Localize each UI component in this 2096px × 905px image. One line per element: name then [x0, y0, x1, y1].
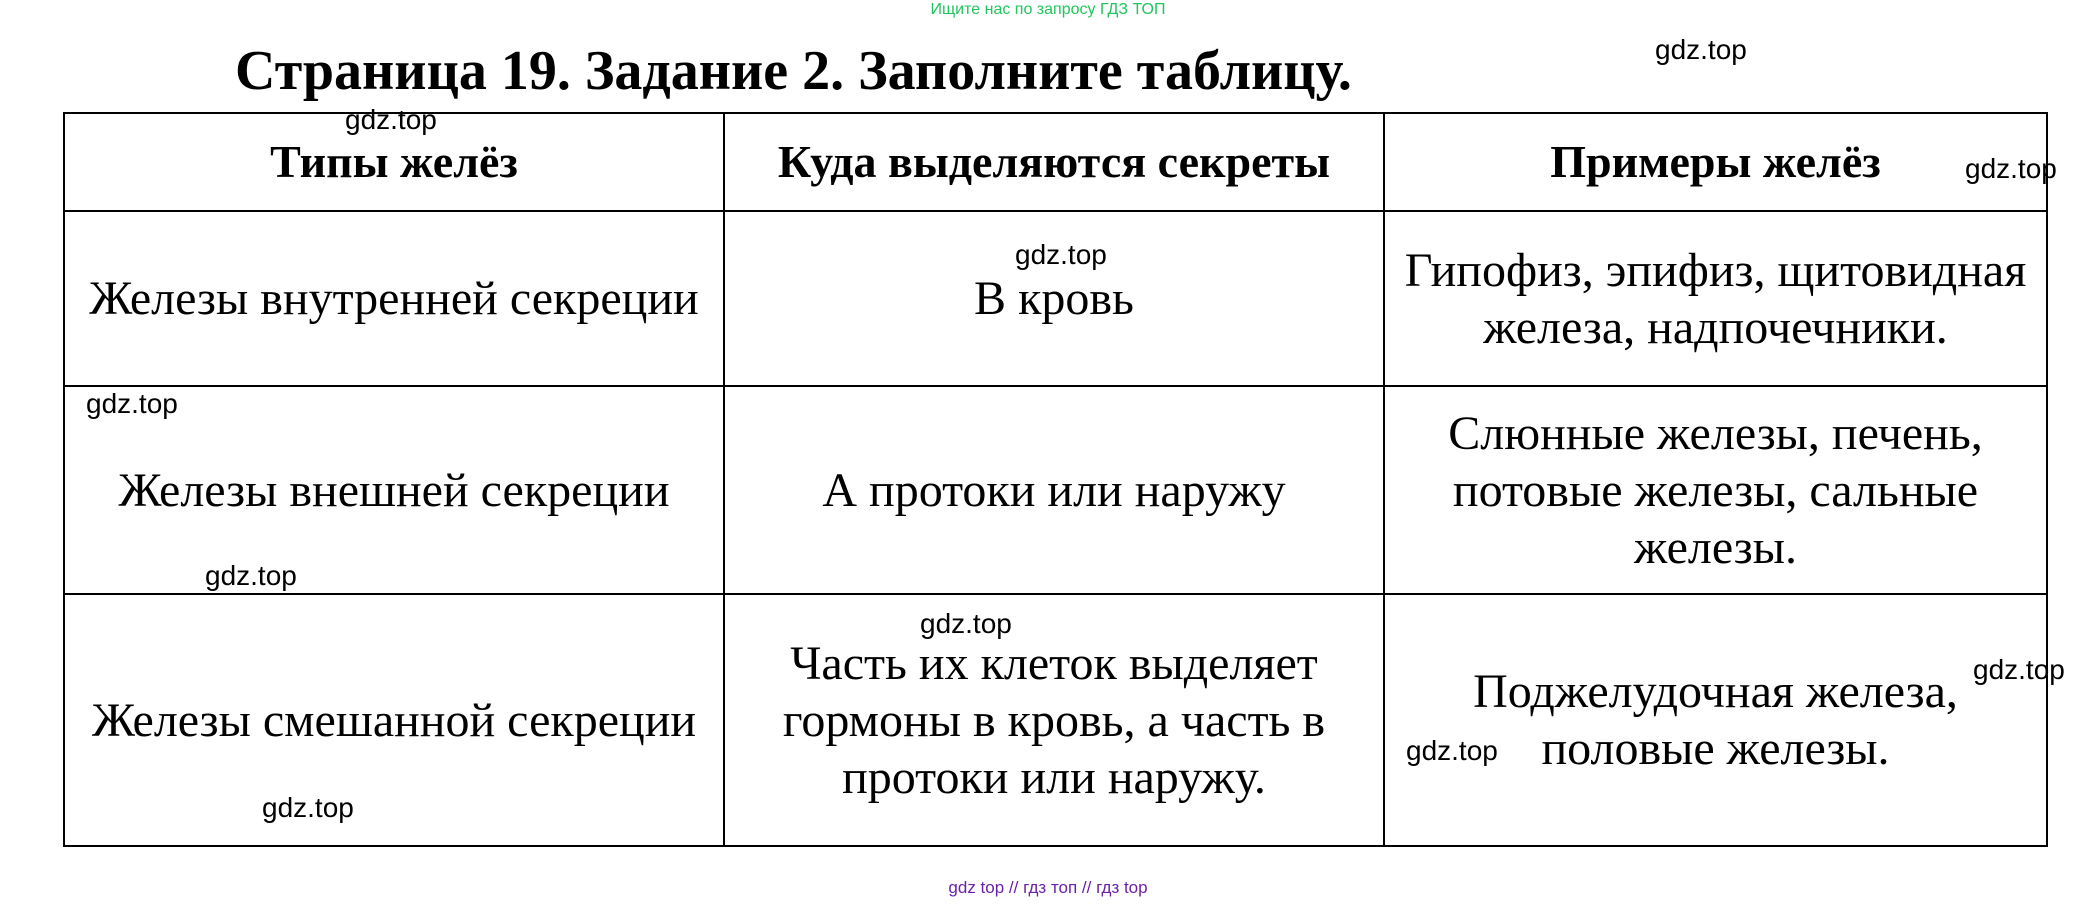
top-search-banner: Ищите нас по запросу ГДЗ ТОП [930, 1, 1166, 18]
table-row [64, 386, 2047, 594]
watermark: gdz.top [1015, 239, 1107, 270]
watermark: gdz.top [1406, 735, 1498, 766]
cell-gland-type: Железы смешанной секреции [64, 594, 724, 846]
cell-secretion-target: Часть их клеток выделяет гормоны в кровь, а часть в протоки или наружу. [724, 594, 1384, 846]
watermark: gdz.top [205, 560, 297, 591]
cell-gland-examples: Поджелудочная железа, половые железы. [1384, 594, 2047, 846]
table-row [64, 211, 2047, 386]
watermark: gdz.top [262, 792, 354, 823]
cell-secretion-target: А протоки или наружу [724, 386, 1384, 594]
header-secretion-target: Куда выделяются секреты [724, 113, 1384, 211]
cell-gland-type: Железы внутренней секреции [64, 211, 724, 386]
watermark: gdz.top [1965, 153, 2057, 184]
cell-gland-type: Железы внешней секреции [64, 386, 724, 594]
cell-secretion-target: В кровь [724, 211, 1384, 386]
watermark: gdz.top [1973, 654, 2065, 685]
header-gland-examples: Примеры желёз [1384, 113, 2047, 211]
glands-table [63, 112, 2048, 847]
watermark: gdz.top [345, 104, 437, 135]
watermark: gdz.top [920, 608, 1012, 639]
header-gland-types: Типы желёз [64, 113, 724, 211]
footer-links: gdz top // гдз топ // гдз top [948, 878, 1148, 897]
watermark: gdz.top [1655, 34, 1747, 65]
table-row [64, 594, 2047, 846]
page-title: Страница 19. Задание 2. Заполните таблицу. [235, 40, 1352, 102]
cell-gland-examples: Слюнные железы, печень, потовые железы, сальные железы. [1384, 386, 2047, 594]
cell-gland-examples: Гипофиз, эпифиз, щитовидная железа, надпочечники. [1384, 211, 2047, 386]
watermark: gdz.top [86, 388, 178, 419]
